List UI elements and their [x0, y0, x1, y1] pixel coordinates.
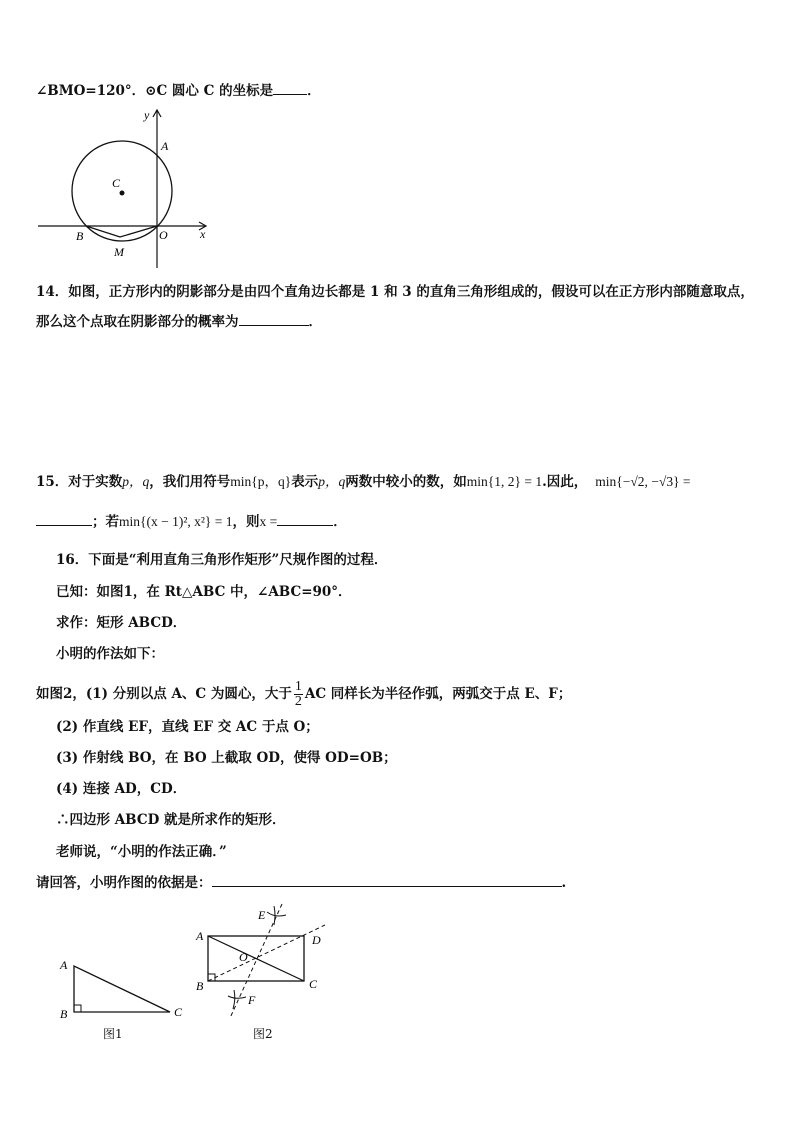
fig1-triangle	[50, 950, 200, 1030]
q13-line	[36, 82, 321, 100]
q15-text-if: ；若	[92, 514, 119, 530]
fig2-label-d: D	[312, 933, 321, 947]
q16-ask: 求作：矩形 ABCD．	[56, 615, 187, 631]
q15-line1	[36, 473, 691, 491]
q16-step1	[36, 680, 571, 709]
q15-answer-blank-1[interactable]	[36, 513, 92, 526]
q16-method: 小明的作法如下：	[56, 646, 164, 662]
q15-text-d: 两数中较小的数，如	[345, 474, 467, 490]
fig13-label-o: O	[159, 228, 168, 242]
q16-conclusion: ∴四边形 ABCD 就是所求作的矩形．	[56, 812, 286, 828]
fig13-label-b: B	[76, 229, 84, 243]
q16-fraction-half	[294, 680, 303, 709]
q15-period: ．	[333, 514, 347, 530]
q16-step3: (3) 作射线 BO，在 BO 上截取 OD，使得 OD=OB；	[56, 750, 397, 766]
q14-answer-blank[interactable]	[239, 313, 309, 326]
fig1-label-a: A	[60, 958, 68, 972]
q16-step4: (4) 连接 AD，CD．	[56, 781, 187, 797]
q13-answer-blank[interactable]	[273, 82, 307, 95]
fig2-label-a: A	[196, 929, 204, 943]
q13-figure	[34, 106, 218, 270]
q15-min-sqrt: min{−√2, −√3} =	[595, 474, 691, 489]
q14-period: ．	[308, 314, 322, 330]
q15-min-example: min{1, 2} = 1	[466, 474, 543, 489]
q16-step1-text-a: 如图2，(1) 分别以点 A、C 为圆心，大于	[36, 686, 292, 702]
fig2-label-b: B	[196, 979, 204, 993]
q14-line2	[36, 313, 322, 331]
fig2-construction	[190, 898, 340, 1026]
q13-period: ．	[307, 83, 321, 99]
q14-line2-text: 那么这个点取在阴影部分的概率为	[36, 314, 239, 330]
fig13-label-m: M	[114, 245, 124, 259]
q15-x-equals: x =	[259, 514, 278, 529]
q16-fraction-den: 2	[294, 694, 302, 709]
q16-question-text: 请回答，小明作图的依据是：	[36, 875, 212, 891]
q15-min-notation: min{p，q}	[230, 474, 292, 489]
q16-step2: (2) 作直线 EF，直线 EF 交 AC 于点 O；	[56, 719, 319, 735]
fig2-label-e: E	[258, 908, 266, 922]
fig1-label-b: B	[60, 1007, 68, 1021]
fig1-label-c: C	[174, 1005, 183, 1019]
q16-answer-blank[interactable]	[212, 874, 562, 887]
q15-line2	[36, 513, 347, 531]
q15-pq-2: p，q	[318, 474, 346, 489]
q16-step1-text-b: AC 同样长为半径作弧，两弧交于点 E、F；	[304, 686, 572, 702]
fig13-label-a: A	[161, 139, 169, 153]
fig2-label-f: F	[248, 993, 256, 1007]
q13-text: ∠BMO=120°．⊙C 圆心 C 的坐标是	[36, 83, 274, 99]
q14-line1: 14．如图，正方形内的阴影部分是由四个直角边长都是 1 和 3 的直角三角形组成的，假设可以在正方形内部随意取点，	[36, 284, 754, 300]
q16-question	[36, 874, 566, 892]
fig2-label-c: C	[309, 977, 318, 991]
q15-answer-blank-2[interactable]	[277, 513, 333, 526]
q16-question-end: .	[561, 875, 567, 891]
q15-text-e: .因此，	[542, 474, 588, 490]
q15-text-c: 表示	[291, 474, 319, 490]
q15-text-b: ，我们用符号	[149, 474, 231, 490]
q16-fraction-num: 1	[294, 679, 302, 694]
q15-text-a: 15．对于实数	[36, 474, 123, 490]
q16-known: 已知：如图1，在 Rt△ABC 中，∠ABC=90°．	[56, 584, 352, 600]
q16-title: 16．下面是“利用直角三角形作矩形”尺规作图的过程．	[56, 552, 388, 568]
fig13-label-y: y	[144, 108, 150, 122]
fig2-label-o: O	[239, 950, 248, 964]
fig13-label-c: C	[112, 176, 121, 190]
fig2-caption: 图2	[253, 1027, 273, 1041]
q15-pq-1: p，q	[122, 474, 150, 489]
fig1-caption: 图1	[103, 1027, 123, 1041]
q15-text-then: ，则	[232, 514, 260, 530]
q16-teacher: 老师说，“小明的作法正确．”	[56, 844, 227, 860]
fig13-label-x: x	[200, 227, 206, 241]
q15-min-condition: min{(x − 1)², x²} = 1	[119, 514, 233, 529]
